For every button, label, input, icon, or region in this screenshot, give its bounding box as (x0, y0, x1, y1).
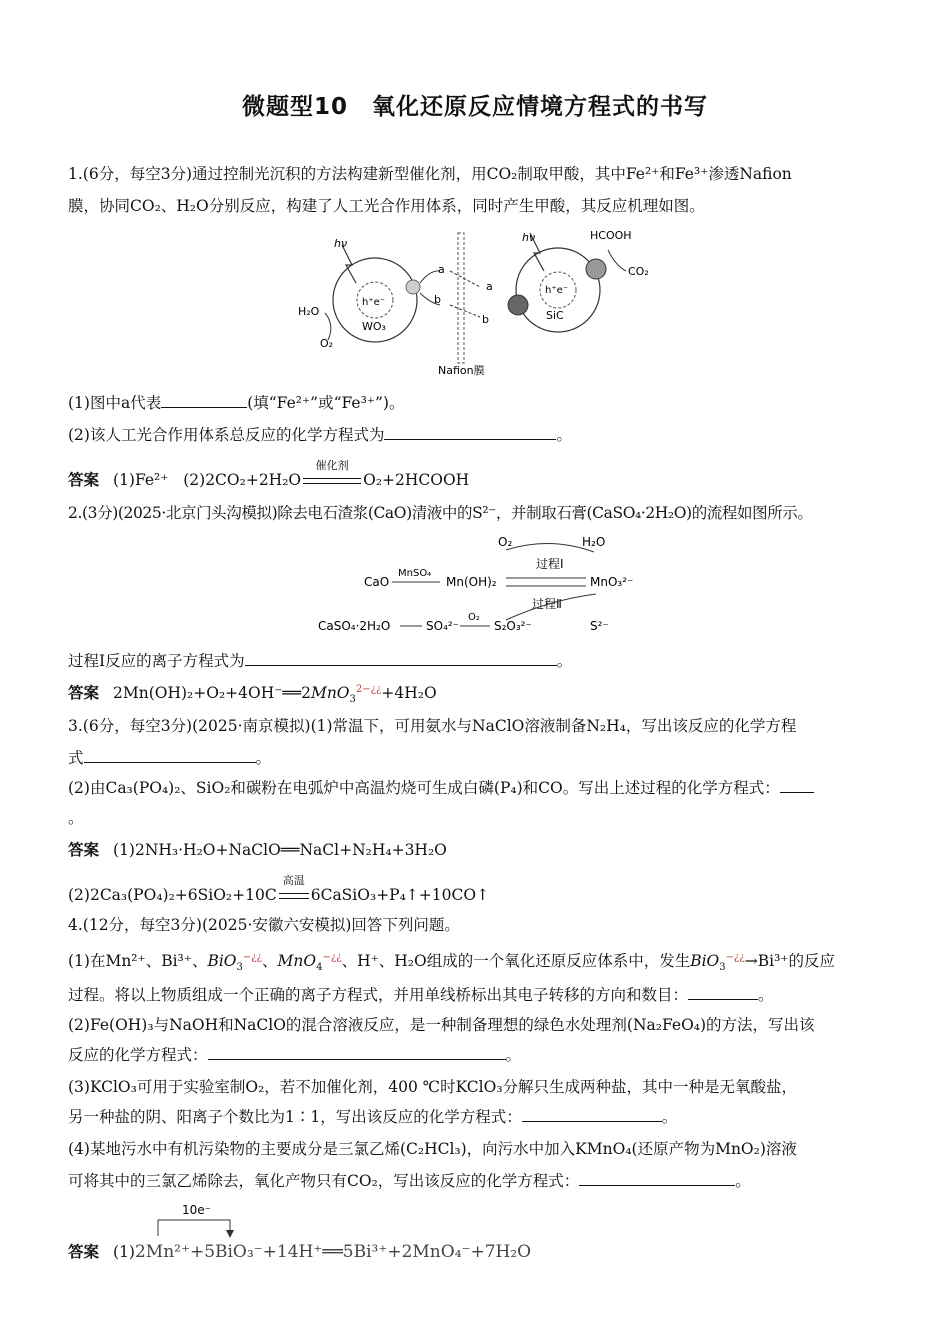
q3-sub2-prompt: (2)由Ca₃(PO₄)₂、SiO₂和碳粉在电弧炉中高温灼烧可生成白磷(P₄)和CO。写出上述过程的化学方程式： (68, 779, 780, 797)
q2-prompt: 过程Ⅰ反应的离子方程式为 (68, 652, 245, 670)
q3-sub2-blank (780, 778, 814, 793)
q4-bio3-2: BiO (690, 952, 720, 970)
q4-bio3-charge: −¿¿ (242, 951, 262, 963)
q2-stem: 2.(3分)(2025·北京门头沟模拟)除去电石渣浆(CaO)清液中的S²⁻，并制取石膏(CaSO₄·2H₂O)的流程如图所示。 (68, 504, 813, 522)
q4-sub1-text-c: →Bi³⁺的反应 (744, 952, 835, 970)
q2-answer-ion-charge: 2−¿¿ (355, 683, 382, 695)
q4-sub1-prompt: 过程。将以上物质组成一个正确的离子方程式，并用单线桥标出其电子转移的方向和数目： (68, 986, 689, 1004)
q1-diagram-a-right: a (486, 280, 493, 293)
answer-label: 答案 (68, 471, 100, 489)
q1-sub1-blank (161, 393, 247, 408)
q3-answer2-reactants: (2)2Ca₃(PO₄)₂+6SiO₂+10C (68, 886, 277, 904)
q4-sub2-line1: (2)Fe(OH)₃与NaOH和NaClO的混合溶液反应，是一种制备理想的绿色水处理剂(Na₂FeO₄)的方法，写出该 (68, 1016, 815, 1034)
q1-diagram-a-left: a (438, 263, 445, 276)
q3-answer1 (68, 840, 888, 860)
q1-sub1 (68, 393, 888, 413)
q3-answer1-eq: (1)2NH₃·H₂O+NaClO══NaCl+N₂H₄+3H₂O (113, 841, 447, 859)
answer-label: 答案 (68, 684, 100, 702)
q4-stem: 4.(12分，每空3分)(2025·安徽六安模拟)回答下列问题。 (68, 916, 460, 934)
q1-sub2-prompt: (2)该人工光合作用体系总反应的化学方程式为 (68, 426, 385, 444)
q2-flow-o2-mid: O₂ (468, 612, 480, 623)
q4-bio3-2-charge: −¿¿ (725, 951, 745, 963)
q1-answer2-reactants: (2)2CO₂+2H₂O (183, 471, 302, 489)
q4-sub3-line1: (3)KClO₃可用于实验室制O₂，若不加催化剂，400 ℃时KClO₃分解只生成两种盐，其中一种是无氧酸盐， (68, 1078, 798, 1096)
q4-sub4-blank (579, 1171, 735, 1186)
q3-sub2-end: 。 (68, 809, 84, 827)
q4-mno4: MnO (277, 952, 317, 970)
q2-flow-s2o3: S₂O₃²⁻ (494, 619, 532, 633)
q1-sub1-prompt: (1)图中a代表 (68, 394, 162, 412)
q4-sub3-line2 (68, 1107, 888, 1127)
q1-stem-line1: 1.(6分，每空3分)通过控制光沉积的方法构建新型催化剂，用CO₂制取甲酸，其中Fe²⁺和Fe³⁺渗透Nafion (68, 165, 792, 183)
q4-sub2-period: 。 (505, 1046, 522, 1064)
q2-answer-eq-part2: +4H₂O (381, 684, 437, 702)
q4-sub4-line2 (68, 1171, 888, 1191)
q1-sub1-hint: (填“Fe²⁺”或“Fe³⁺”)。 (247, 394, 405, 412)
q3-sub2 (68, 778, 888, 798)
q4-bio3-sub: 3 (236, 962, 243, 974)
q1-sub2-blank (384, 425, 556, 440)
q4-sub3-prompt: 另一种盐的阴、阳离子个数比为1∶1，写出该反应的化学方程式： (68, 1108, 522, 1126)
q2-answer (68, 683, 888, 706)
answer-label: 答案 (68, 841, 100, 859)
q4-sub1-line1: (1)在Mn²⁺、Bi³⁺、BiO$_3$−¿¿、MnO$_4$−¿¿、H⁺、H₂O组成的一个氧化还原反应体系中，发生BiO$_3$−¿¿→Bi³⁺的反应 (68, 951, 835, 974)
q4-sub1-text-a: (1)在Mn²⁺、Bi³⁺、 (68, 952, 208, 970)
q2-flow-proc2: 过程Ⅱ (532, 597, 562, 611)
q1-stem-line2: 膜，协同CO₂、H₂O分别反应，构建了人工光合作用体系，同时产生甲酸，其反应机理如图。 (68, 197, 705, 215)
q1-diagram-b-right: b (482, 313, 489, 326)
q4-sub2-line2 (68, 1045, 888, 1065)
q2-flow-s2: S²⁻ (590, 619, 609, 633)
q1-sub2-period: 。 (556, 426, 572, 444)
answer-label: 答案 (68, 1243, 100, 1261)
q3-answer2-products: 6CaSiO₃+P₄↑+10CO↑ (310, 886, 490, 904)
q3-period: 。 (255, 749, 272, 767)
q1-diagram-o2: O₂ (320, 337, 334, 350)
q3-stem-line2 (68, 748, 888, 768)
q4-answer-eq: 2Mn²⁺+5BiO₃⁻+14H⁺══5Bi³⁺+2MnO₄⁻+7H₂O (134, 1242, 532, 1262)
q2-answer-ion: MnO (310, 684, 350, 702)
q1-answer (68, 459, 888, 490)
q2-period: 。 (556, 652, 573, 670)
q4-sub3-blank (522, 1107, 662, 1122)
q3-stem-line1: 3.(6分，每空3分)(2025·南京模拟)(1)常温下，可用氨水与NaClO溶液制备N₂H₄，写出该反应的化学方程 (68, 717, 797, 735)
q1-sub2 (68, 425, 888, 445)
q4-sub1-line2 (68, 985, 888, 1005)
q4-sub1-period: 。 (758, 986, 774, 1004)
reaction-arrow (301, 459, 363, 490)
q4-mno4-sub: 4 (316, 962, 323, 974)
q1-diagram-co2: CO₂ (628, 265, 649, 278)
q1-diagram-he-left: h⁺e⁻ (362, 297, 386, 308)
q2-answer-ion-sub: 3 (349, 694, 356, 706)
q4-answer (68, 1242, 888, 1262)
q4-answer-num: (1) (113, 1243, 135, 1261)
page-title: 微题型10 氧化还原反应情境方程式的书写 (241, 94, 708, 120)
q2-flow-so4: SO₄²⁻ (426, 619, 460, 633)
q3-answer2 (68, 874, 888, 905)
q1-answer1: (1)Fe²⁺ (113, 471, 169, 489)
q2-flow-h2o-top: H₂O (582, 535, 606, 549)
q3-prompt: 式 (68, 749, 84, 767)
q1-diagram-h2o: H₂O (298, 305, 320, 318)
q4-answer-electrons: 10e⁻ (182, 1203, 211, 1217)
q4-sub2-prompt: 反应的化学方程式： (68, 1046, 208, 1064)
q2-flow-proc1: 过程Ⅰ (536, 557, 564, 571)
q1-diagram-he-right: h⁺e⁻ (545, 285, 569, 296)
q2-flow-caso4: CaSO₄·2H₂O (318, 619, 391, 633)
q1-diagram-hv-right: hν (522, 231, 536, 244)
q4-sub4-prompt: 可将其中的三氯乙烯除去，氧化产物只有CO₂，写出该反应的化学方程式： (68, 1172, 580, 1190)
q3-sub1-blank (84, 748, 256, 763)
q4-sub4-period: 。 (735, 1172, 751, 1190)
q2-answer-eq-part1: 2Mn(OH)₂+O₂+4OH⁻══2 (113, 684, 311, 702)
q4-bio3-2-sub: 3 (719, 962, 726, 974)
q1-diagram-wo3: WO₃ (362, 320, 386, 333)
q2-flow-diagram (310, 530, 650, 642)
q2-flow-mnoh2: Mn(OH)₂ (446, 575, 497, 589)
reaction-arrow (277, 874, 311, 905)
q4-sub1-text-b: 、H⁺、H₂O组成的一个氧化还原反应体系中，发生 (341, 952, 691, 970)
q1-mechanism-diagram (290, 225, 680, 380)
q1-answer2-condition: 催化剂 (315, 459, 349, 472)
q1-diagram-b-left: b (434, 293, 441, 306)
q2-question (68, 651, 888, 671)
q2-flow-mnso4: MnSO₄ (398, 568, 432, 579)
q1-diagram-membrane: Nafion膜 (438, 364, 485, 377)
electron-transfer-bridge (150, 1200, 260, 1240)
q4-bio3: BiO (207, 952, 237, 970)
q4-sub2-blank (208, 1045, 506, 1060)
q2-blank (245, 651, 557, 666)
q3-answer2-condition: 高温 (282, 874, 305, 887)
q4-sub4-line1: (4)某地污水中有机污染物的主要成分是三氯乙烯(C₂HCl₃)，向污水中加入KMnO₄(还原产物为MnO₂)溶液 (68, 1140, 797, 1158)
q4-sub3-period: 。 (661, 1108, 678, 1126)
q4-sub1-blank (688, 985, 758, 1000)
q1-diagram-sic: SiC (546, 309, 564, 322)
q2-flow-o2-top: O₂ (498, 535, 513, 549)
q1-answer2-products: O₂+2HCOOH (363, 471, 470, 489)
q1-diagram-hcooh: HCOOH (590, 229, 632, 242)
q4-mno4-charge: −¿¿ (322, 951, 342, 963)
q2-flow-mno3: MnO₃²⁻ (590, 575, 634, 589)
q2-flow-cao: CaO (364, 575, 390, 589)
q1-diagram-hv-left: hν (334, 237, 348, 250)
